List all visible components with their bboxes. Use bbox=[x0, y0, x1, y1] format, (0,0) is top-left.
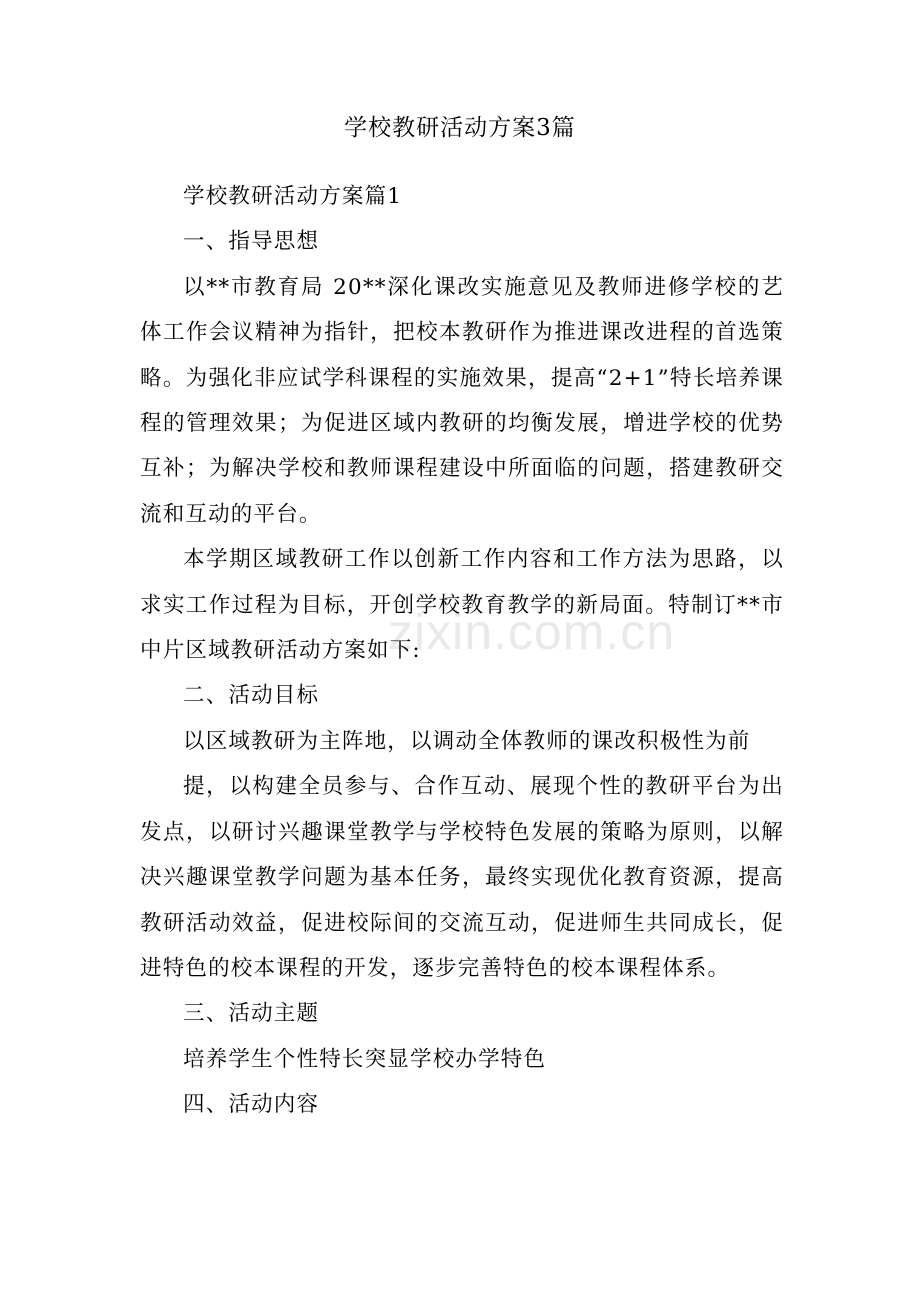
section-heading-article-1: 学校教研活动方案篇1 bbox=[183, 184, 403, 209]
document-body bbox=[140, 174, 784, 1128]
watermark: zixin.com.cn bbox=[388, 604, 676, 660]
paragraph-guiding-ideology: 以**市教育局 20**深化课改实施意见及教师进修学校的艺体工作会议精神为指针，把校本教研作为推进课改进程的首选策略。为强化非应试学科课程的实施效果，提高“2+1”特长培养课程的管理效果；为促进区域内教研的均衡发展，增进学校的优势互补；为解决学校和教师课程建设中所面临的问题，搭建教研交流和互动的平台。 bbox=[140, 274, 784, 527]
section-heading-guiding-ideology: 一、指导思想 bbox=[183, 229, 320, 255]
paragraph-activity-theme: 培养学生个性特长突显学校办学特色 bbox=[183, 1046, 547, 1072]
paragraph-semester-plan: 本学期区域教研工作以创新工作内容和工作方法为思路，以求实工作过程为目标，开创学校教育教学的新局面。特制订**市中片区域教研活动方案如下: bbox=[140, 547, 784, 664]
paragraph-goals-first-line: 以区域教研为主阵地，以调动全体教师的课改积极性为前 bbox=[183, 728, 751, 754]
section-heading-activity-theme: 三、活动主题 bbox=[183, 1001, 320, 1027]
section-heading-activity-goals: 二、活动目标 bbox=[183, 683, 320, 709]
document-title: 学校教研活动方案3篇 bbox=[344, 115, 576, 141]
paragraph-goals-continued: 提，以构建全员参与、合作互动、展现个性的教研平台为出发点，以研讨兴趣课堂教学与学校特色发展的策略为原则，以解决兴趣课堂教学问题为基本任务，最终实现优化教育资源，提高教研活动效益，促进校际间的交流互动，促进师生共同成长，促进特色的校本课程的开发，逐步完善特色的校本课程体系。 bbox=[140, 774, 784, 981]
section-heading-activity-content: 四、活动内容 bbox=[183, 1092, 320, 1118]
